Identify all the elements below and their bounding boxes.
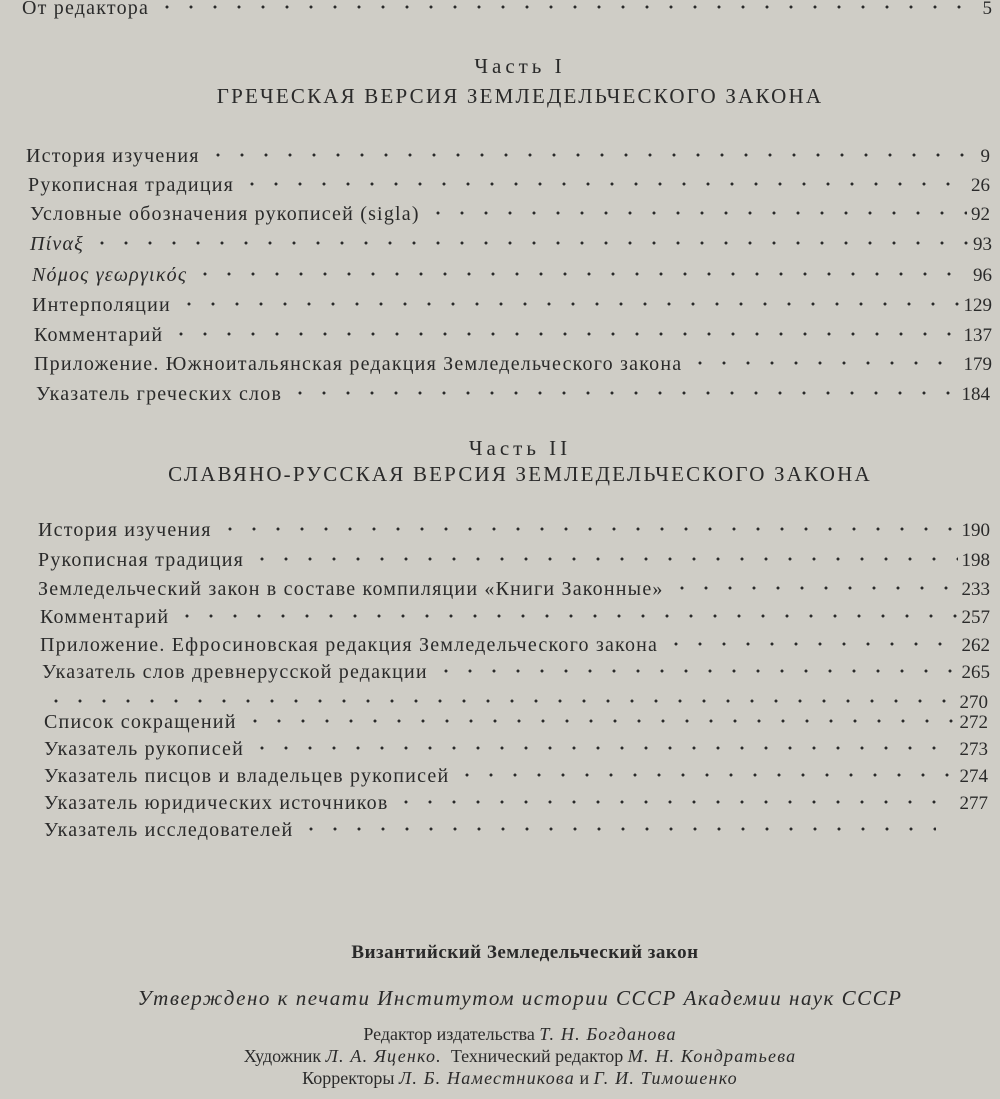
toc-entry-label: От редактора [22,0,150,19]
toc-entry-label: Указатель писцов и владельцев рукописей [44,765,450,787]
toc-entry [44,787,988,815]
leader-dots [434,661,958,681]
toc-entry [26,140,990,168]
toc-entry-label: Рукописная традиция [28,174,235,196]
leader-dots [426,203,967,223]
toc-entry [38,573,990,601]
tech-editor-prefix: Технический редактор [450,1046,624,1066]
leader-dots [250,549,957,569]
part1-label: Часть I [474,54,566,78]
toc-page-number: 5 [982,0,992,19]
toc-entry [40,601,990,629]
correctors-prefix: Корректоры [302,1068,395,1088]
toc-page-number: 190 [961,520,990,541]
editor-name: Т. Н. Богданова [539,1024,677,1044]
toc-page-number: 257 [961,607,990,628]
toc-page-number: 93 [973,234,992,255]
colophon-editor-line [40,1024,1000,1045]
toc-page-number: 92 [971,204,990,225]
leader-dots [155,0,978,17]
toc-entry [28,169,990,197]
toc-entry-label: Комментарий [34,324,164,346]
toc-entry-label: История изучения [26,145,200,167]
toc-entry-label: Условные обозначения рукописей (sigla) [30,203,420,225]
leader-dots [90,233,969,253]
colophon-book-title: Византийский Земледельческий закон [351,942,699,963]
toc-entry-label: Πίναξ [30,233,84,255]
colophon-correctors-line [40,1068,1000,1089]
part1-title: ГРЕЧЕСКАЯ ВЕРСИЯ ЗЕМЛЕДЕЛЬЧЕСКОГО ЗАКОНА [216,84,824,108]
leader-dots [169,324,959,344]
leader-dots [177,294,960,314]
toc-entry-label: Указатель юридических источников [44,792,389,814]
conjunction: и [579,1068,590,1088]
toc-page-number: 26 [971,175,990,196]
leader-dots [175,606,957,626]
leader-dots [670,578,958,598]
toc-entry-label: Приложение. Южноитальянская редакция Земледельческого закона [34,353,683,375]
leader-dots [394,792,955,812]
tech-editor-name: М. Н. Кондратьева [627,1046,797,1066]
leader-dots [688,353,959,373]
toc-page-number: 262 [961,635,990,656]
editor-prefix: Редактор издательства [363,1024,535,1044]
toc-entry-label: Указатель рукописей [44,738,245,760]
toc-page-number: 137 [963,325,992,346]
toc-entry-label: Νόμος γεωργικός [32,264,188,286]
toc-entry [44,814,940,842]
corrector-1: Л. Б. Наместникова [399,1068,575,1088]
leader-dots [193,264,969,284]
leader-dots [240,174,967,194]
toc-entry [40,629,990,657]
toc-page-number: 96 [973,265,992,286]
toc-entry [42,656,990,684]
toc-entry-label: Земледельческий закон в составе компиляции «Книги Законные» [38,578,664,600]
toc-entry [30,198,990,226]
toc-entry [44,706,988,734]
colophon-approval: Утверждено к печати Институтом истории СССР Академии наук СССР [137,986,903,1010]
leader-dots [218,519,958,539]
leader-dots [288,383,957,403]
leader-dots [206,145,977,165]
toc-entry [44,733,988,761]
colophon-artist-line [40,1046,1000,1067]
toc-entry [30,228,992,256]
toc-page-number: 270 [959,692,988,713]
corrector-2: Г. И. Тимошенко [593,1068,738,1088]
toc-entry [44,760,988,788]
toc-entry-label: Указатель исследователей [44,819,294,841]
artist-prefix: Художник [243,1046,322,1066]
toc-entry-label: Указатель греческих слов [36,383,283,405]
toc-entry-label: Указатель слов древнерусской редакции [42,661,428,683]
toc-entry-editor [22,0,992,20]
toc-entry-label: Список сокращений [44,711,237,733]
toc-page-number: 129 [963,295,992,316]
toc-page-number: 272 [959,712,988,733]
toc-page-number: 9 [980,146,990,167]
toc-page-number: 273 [959,739,988,760]
toc-entry [32,289,992,317]
leader-dots [664,634,957,654]
toc-entry [38,514,990,542]
toc-page-number: 265 [961,662,990,683]
toc-page-number: 179 [963,354,992,375]
toc-entry-label: Приложение. Ефросиновская редакция Земледельческого закона [40,634,659,656]
leader-dots [243,711,956,731]
toc-entry [36,378,990,406]
part2-title: СЛАВЯНО-РУССКАЯ ВЕРСИЯ ЗЕМЛЕДЕЛЬЧЕСКОГО ЗАКОНА [168,462,872,486]
leader-dots [455,765,955,785]
toc-page-number: 198 [961,550,990,571]
toc-entry [34,319,992,347]
toc-entry-label: История изучения [38,519,212,541]
toc-page-number: 277 [959,793,988,814]
artist-name: Л. А. Яценко. [325,1046,442,1066]
part2-label: Часть II [468,436,572,460]
toc-entry [32,259,992,287]
toc-entry-label: Рукописная традиция [38,549,245,571]
toc-page-number: 184 [961,384,990,405]
leader-dots [250,738,955,758]
toc-entry [38,544,990,572]
leader-dots [299,819,936,839]
toc-page-number: 274 [959,766,988,787]
toc-page-number: 233 [961,579,990,600]
toc-entry-label: Интерполяции [32,294,171,316]
toc-entry-label: Комментарий [40,606,170,628]
toc-entry [34,348,992,376]
